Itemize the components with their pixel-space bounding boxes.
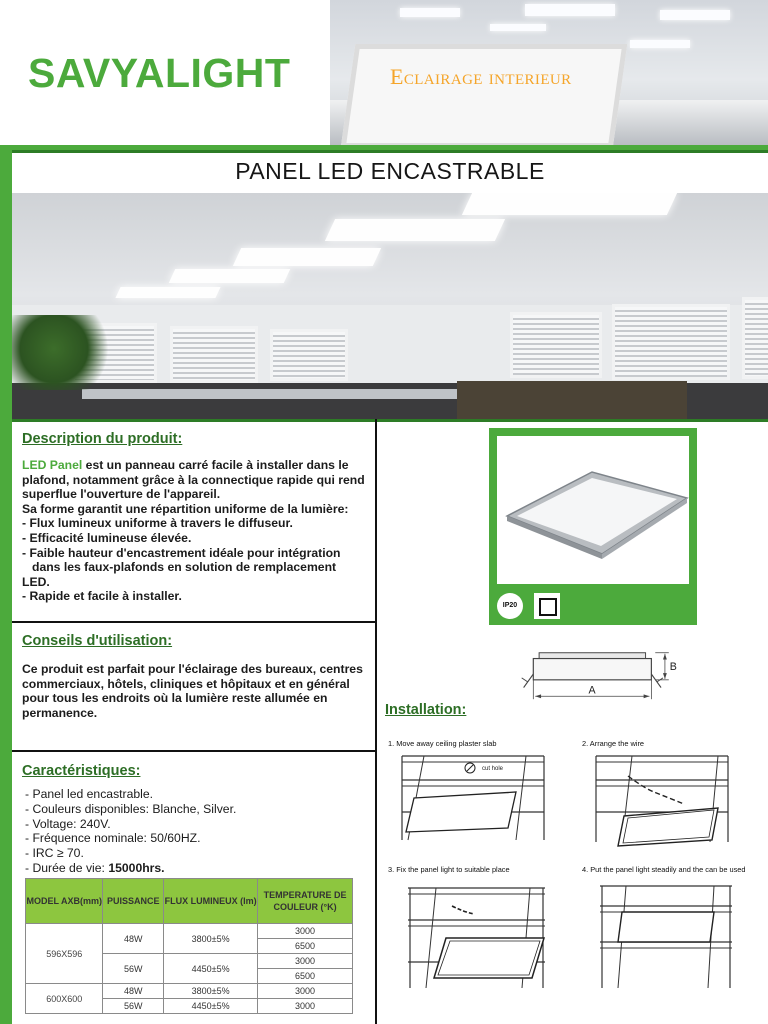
table-row: [26, 984, 353, 999]
feature-bullet-cont: dans les faux-plafonds en solution de remplacement: [32, 560, 337, 575]
install-step-3-diagram: [404, 880, 549, 990]
feature-bullet: - Flux lumineux uniforme à travers le diffuseur.: [22, 516, 293, 531]
ip20-badge-icon: IP20: [497, 593, 523, 619]
description-body: LED Panel est un panneau carré facile à installer dans le plafond, notamment grâce à la connectique rapide qui rend superflue l'ouverture de l'appareil. Sa forme garantit une répartition uniforme de la lumière: - Flux lumineux uniforme à travers le diffuseur. - Efficacité lumineuse élevée. - Faible hauteur d'encastrement idéale pour intégration dans les faux-plafonds en solution de remplacement LED. - Rapide et facile à installer.: [22, 458, 372, 604]
flux-cell: 4450±5%: [164, 954, 258, 984]
product-name: LED Panel: [22, 458, 83, 472]
temp-cell: 3000: [258, 924, 353, 939]
photo-divider: [12, 419, 768, 422]
install-step-1-label: 1. Move away ceiling plaster slab: [388, 739, 497, 748]
usage-heading: Conseils d'utilisation:: [22, 633, 173, 649]
flux-cell: 4450±5%: [164, 999, 258, 1014]
characteristic-item: - Panel led encastrable.: [25, 787, 154, 801]
spec-table: [25, 878, 353, 1014]
feature-bullet-cont: LED.: [22, 574, 50, 589]
section-divider: [12, 621, 375, 623]
install-step-2-diagram: [592, 752, 732, 847]
power-cell: 56W: [103, 999, 164, 1014]
col-header-temp: TEMPERATURE DE COULEUR (°K): [258, 879, 353, 924]
characteristic-item: - Couleurs disponibles: Blanche, Silver.: [25, 801, 237, 816]
column-divider: [375, 419, 377, 1024]
feature-bullet: - Faible hauteur d'encastrement idéale pour intégration: [22, 545, 341, 560]
description-line: plafond, notamment grâce à la connectique rapide qui rend: [22, 472, 365, 487]
brand-logo: SAVYALIGHT: [28, 50, 291, 96]
header-divider-dark: [12, 150, 768, 153]
section-divider: [12, 750, 375, 752]
col-header-flux: FLUX LUMINEUX (lm): [164, 879, 258, 924]
power-cell: 48W: [103, 984, 164, 999]
install-step-4-diagram: [596, 880, 736, 990]
col-header-model: MODEL AXB(mm): [26, 879, 103, 924]
temp-cell: 3000: [258, 984, 353, 999]
col-header-power: PUISSANCE: [103, 879, 164, 924]
install-step-4-label: 4. Put the panel light steadily and the can be used: [582, 865, 746, 874]
flux-cell: 3800±5%: [164, 984, 258, 999]
description-heading: Description du produit:: [22, 431, 183, 447]
characteristic-item: - Voltage: 240V.: [25, 816, 111, 831]
table-row: [26, 924, 353, 939]
table-header-row: [26, 879, 353, 924]
square-frame-icon: [534, 593, 560, 619]
temp-cell: 3000: [258, 999, 353, 1014]
characteristics-heading: Caractéristiques:: [22, 763, 141, 779]
cut-hole-note: cut hole: [482, 766, 504, 772]
description-line: Sa forme garantit une répartition uniforme de la lumière:: [22, 501, 349, 516]
product-image-box: [489, 428, 697, 625]
hero-subtitle: Eclairage interieur: [390, 64, 572, 89]
install-step-2-label: 2. Arrange the wire: [582, 739, 645, 748]
usage-body: Ce produit est parfait pour l'éclairage des bureaux, centres commerciaux, hôtels, cliniques et hôpitaux et en général pour tous les endroits où la lumière reste allumée en permanence.: [22, 662, 363, 720]
dimension-label-a: A: [588, 684, 596, 697]
page-title: PANEL LED ENCASTRABLE: [235, 158, 545, 184]
office-photo: [12, 193, 768, 419]
characteristic-item: - Fréquence nominale: 50/60HZ.: [25, 831, 201, 846]
flux-cell: 3800±5%: [164, 924, 258, 954]
dimension-label-b: B: [669, 661, 677, 674]
description-line: superflue l'ouverture de l'appareil.: [22, 487, 221, 502]
side-accent-bar: [0, 145, 12, 1024]
characteristics-list: [25, 787, 365, 876]
feature-bullet: - Rapide et facile à installer.: [22, 589, 182, 604]
install-step-1-diagram: [398, 752, 548, 844]
installation-heading: Installation:: [385, 702, 467, 718]
model-cell: 600X600: [26, 984, 103, 1014]
feature-bullet: - Efficacité lumineuse élevée.: [22, 530, 192, 545]
led-panel-illustration: [497, 436, 689, 584]
power-cell: 56W: [103, 954, 164, 984]
temp-cell: 6500: [258, 969, 353, 984]
characteristic-item: - IRC ≥ 70.: [25, 846, 84, 861]
led-panel-image: [497, 436, 689, 584]
dimension-drawing: [515, 645, 690, 705]
characteristic-item: - Durée de vie: 15000hrs.: [25, 860, 165, 875]
temp-cell: 3000: [258, 954, 353, 969]
install-step-3-label: 3. Fix the panel light to suitable place: [388, 865, 510, 874]
lifetime-value: 15000hrs.: [108, 860, 165, 875]
model-cell: 596X596: [26, 924, 103, 984]
power-cell: 48W: [103, 924, 164, 954]
temp-cell: 6500: [258, 939, 353, 954]
